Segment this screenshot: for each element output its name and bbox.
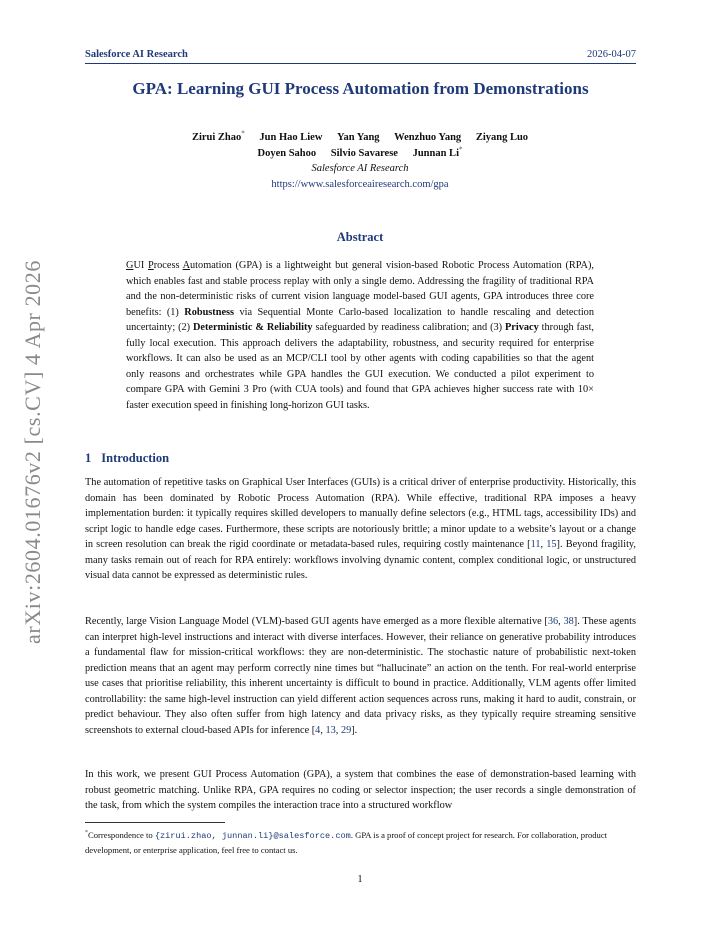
email-link[interactable]: {zirui.zhao, junnan.li}@salesforce.com bbox=[154, 830, 351, 841]
author: Silvio Savarese bbox=[330, 148, 398, 159]
citation-link[interactable]: 15 bbox=[546, 539, 557, 551]
section-title: Introduction bbox=[101, 451, 170, 465]
citation-link[interactable]: 13 bbox=[325, 724, 336, 736]
abstract-text: GUI Process Automation (GPA) is a lightweight but general vision-based Robotic Process Automation (RPA), which enables fast and stable process replay with only a single demo. Addressing the fragility of traditional RPA and the non-deterministic risks of current vision language model-based GUI agents, GPA introduces three core benefits: (1) Robustness via Sequential Monte Carlo-based localization to handle rescaling and detection uncertainty; (2) Deterministic & Reliability safeguarded by readiness calibration; and (3) Privacy through fast, fully local execution. This approach delivers the adaptability, robustness, and security required for enterprise workflows. It can also be used as an MCP/CLI tool by other agents with coding capabilities so that the agent only reasons and orchestrates while GPA handles the GUI execution. We conducted a pilot experiment to compare GPA with Gemini 3 Pro (with CUA tools) and found that GPA achieves higher success rate with 10× faster execution speed in finishing long-horizon GUI tasks. bbox=[126, 260, 594, 411]
section-number: 1 bbox=[85, 451, 92, 465]
paper-title: GPA: Learning GUI Process Automation from Demonstrations bbox=[132, 79, 589, 98]
author: Doyen Sahoo bbox=[257, 148, 317, 159]
arxiv-stamp-text: arXiv:2604.01676v2 [cs.CV] 4 Apr 2026 bbox=[20, 260, 45, 644]
author-mark: * bbox=[458, 145, 463, 154]
citation-link[interactable]: 4 bbox=[315, 724, 321, 736]
citation-link[interactable]: 29 bbox=[340, 724, 352, 736]
paragraph-1: The automation of repetitive tasks on Graphical User Interfaces (GUIs) is a critical driver of enterprise productivity. Historically, this domain has been dominated by Robotic Process Automation (RPA). While effective, traditional RPA imposes a heavy implementation burden: it typically requires skilled developers to manually define selectors (e.g., HTML tags, accessibility IDs) and script logic to handle edge cases. Furthermore, these scripts are notoriously brittle; a minor update to a website’s layout or a change in screen resolution can break the rigid coordinate or metadata-based rules, requiring costly maintenance [11, 15]. Beyond fragility, many tasks remain out of reach for RPA entirely: workflows involving dynamic content, complex conditional logic, or unstructured visual data cannot be expressed as deterministic rules. bbox=[85, 477, 636, 582]
section-heading bbox=[85, 451, 169, 466]
footnote: *Correspondence to {zirui.zhao, junnan.li}@salesforce.com. GPA is a proof of concept project for research. For collaboration, product development, or enterprise application, feel free to contact us. bbox=[85, 829, 608, 855]
footnote-rule bbox=[85, 822, 225, 823]
author: Ziyang Luo bbox=[475, 132, 529, 143]
project-url[interactable]: https://www.salesforceairesearch.com/gpa bbox=[271, 179, 449, 190]
affiliation: Salesforce AI Research bbox=[311, 163, 409, 174]
header-date: 2026-04-07 bbox=[587, 49, 636, 60]
header-org: Salesforce AI Research bbox=[85, 49, 188, 60]
abstract-heading: Abstract bbox=[336, 230, 384, 244]
author: Yan Yang bbox=[337, 132, 380, 143]
paragraph-3: In this work, we present GUI Process Automation (GPA), a system that combines the ease of demonstration-based learning with robust geometric matching. Unlike RPA, GPA requires no coding or selector inspection; the user records a single demonstration of the task, from which the system compiles the interaction trace into a structured workflow bbox=[85, 769, 636, 812]
citation-link[interactable]: 36 bbox=[547, 616, 559, 627]
citation-link[interactable]: 38 bbox=[563, 616, 574, 627]
citation-link[interactable]: 11 bbox=[530, 539, 541, 551]
author: Wenzhuo Yang bbox=[394, 132, 462, 143]
running-header bbox=[85, 49, 636, 64]
author-list bbox=[160, 130, 560, 162]
author-mark: * bbox=[241, 129, 245, 138]
paragraph-2: Recently, large Vision Language Model (VLM)-based GUI agents have emerged as a more flexible alternative [36, 38]. These agents can interpret high-level instructions and interact with diverse interfaces. However, their reliance on generative probability introduces a fundamental flaw for mission-critical workflows: they are non-deterministic. The stochastic nature of probabilistic next-token prediction means that an agent may perform correctly nine times but “hallucinate” an action on the tenth. For real-world enterprise use cases that prioritise reliability, this inherent uncertainty is difficult to bound in practice. Additionally, VLM agents offer limited controllability: the same high-level instruction can yield different action sequences across runs, making it hard to audit, constrain, or predict behaviour. They also often suffer from high latency and data privacy risks, as they typically require streaming sensitive screenshots to external cloud-based APIs for inference [4, 13, 29]. bbox=[85, 616, 636, 736]
author: Zirui Zhao* bbox=[191, 129, 245, 143]
author: Junnan Li* bbox=[412, 145, 463, 159]
author: Jun Hao Liew bbox=[259, 132, 323, 143]
page-number: 1 bbox=[357, 874, 363, 885]
